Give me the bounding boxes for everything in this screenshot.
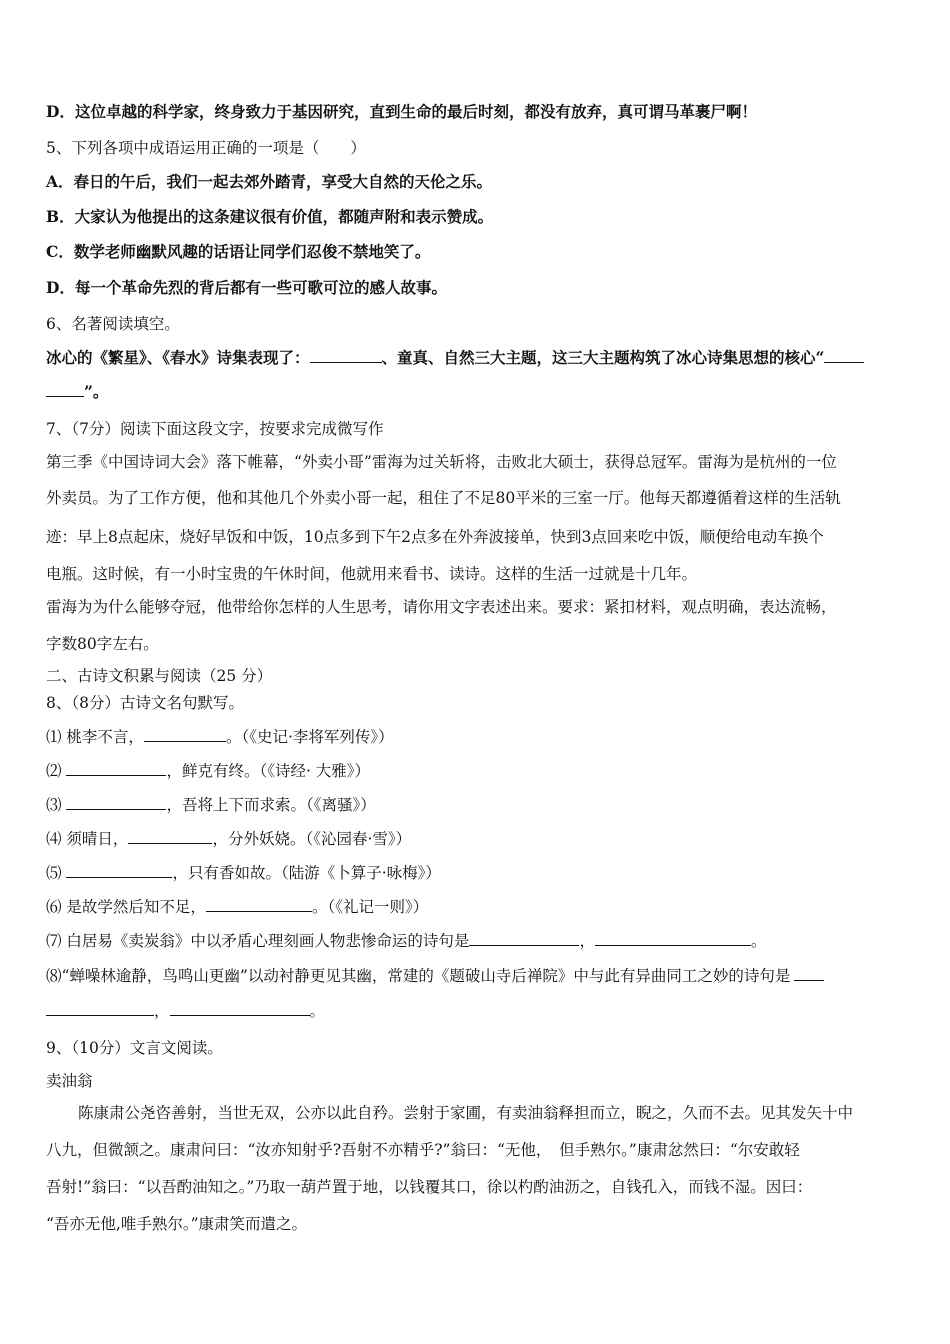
q7-para-line-4: 电瓶。这时候，有一小时宝贵的午休时间，他就用来看书、读诗。这样的生活一过就是十几年。: [46, 565, 698, 583]
item-text: ⑺ 白居易《卖炭翁》中以矛盾心理刻画人物悲惨命运的诗句是: [46, 932, 470, 950]
q4-option-d: [46, 101, 906, 123]
blank-line[interactable]: [595, 929, 751, 946]
item-text: ，分外妖娆。（《沁园春·雪》）: [212, 830, 412, 848]
q7-para-line-5: 雷海为为什么能够夺冠，他带给你怎样的人生思考，请你用文字表述出来。要求：紧扣材料，观点明确，表达流畅，: [46, 598, 837, 616]
blank-line[interactable]: [66, 759, 166, 776]
q5-stem: 5、下列各项中成语运用正确的一项是（ ）: [46, 139, 366, 157]
item-text: ⑸: [46, 864, 67, 882]
item-text: 。（《史记·李将军列传》）: [225, 728, 394, 746]
q8-item-2: [46, 759, 906, 782]
q7-para-line-1: 第三季《中国诗词大会》落下帷幕，“外卖小哥”雷海为过关斩将，击败北大硕士，获得总冠军。雷海为是杭州的一位: [46, 453, 837, 471]
q7-stem: 7、（7分）阅读下面这段文字，按要求完成微写作: [46, 420, 384, 438]
option-text: 每一个革命先烈的背后都有一些可歌可泣的感人故事。: [74, 278, 447, 297]
blank-line[interactable]: [144, 725, 226, 742]
q7-para-line-6: 字数80字左右。: [46, 635, 159, 653]
option-text: 春日的午后，我们一起去郊外踏青，享受大自然的天伦之乐。: [73, 172, 493, 191]
q5-option-c: [46, 241, 906, 263]
option-text: 数学老师幽默风趣的话语让同学们忍俊不禁地笑了。: [73, 242, 431, 261]
q6-stem: 6、名著阅读填空。: [46, 315, 180, 333]
option-label: B．: [46, 207, 75, 226]
q8-item-1: [46, 725, 906, 748]
option-label: C．: [46, 242, 74, 261]
q9-title: 卖油翁: [46, 1072, 93, 1090]
q6-text-c: ”。: [84, 382, 109, 401]
item-text: ，只有香如故。（陆游《卜算子·咏梅》）: [172, 864, 441, 882]
item-text: ，鲜克有终。（《诗经· 大雅》）: [166, 762, 371, 780]
q8-stem: 8、（8分）古诗文名句默写。: [46, 694, 244, 712]
section-2-title: 二、古诗文积累与阅读（25 分）: [46, 667, 273, 685]
blank-line[interactable]: [66, 793, 166, 810]
q5-option-a: [46, 171, 906, 193]
blank-line[interactable]: [206, 895, 312, 912]
item-text: ⑵: [46, 762, 67, 780]
q9-para-line-3: 吾射!”翁曰：“以吾酌油知之。”乃取一葫芦置于地，以钱覆其口，徐以杓酌油沥之，自钱孔入，而钱不湿。因曰：: [46, 1178, 813, 1196]
q8-item-4: [46, 827, 906, 850]
blank-line[interactable]: [66, 861, 172, 878]
q5-option-d: [46, 277, 906, 299]
item-text: ，: [154, 1002, 170, 1020]
blank-line[interactable]: [824, 346, 864, 363]
q9-para-line-1: 陈康肃公尧咨善射，当世无双，公亦以此自矜。尝射于家圃，有卖油翁释担而立，睨之，久而不去。见其发矢十中: [78, 1104, 854, 1122]
blank-line[interactable]: [310, 346, 382, 363]
q9-para-line-4: “吾亦无他,唯手熟尔。”康肃笑而遣之。: [46, 1215, 308, 1233]
q8-item-6: [46, 895, 906, 918]
q6-text-b: 、童真、自然三大主题，这三大主题构筑了冰心诗集思想的核心“: [381, 348, 825, 367]
q7-para-line-2: 外卖员。为了工作方便，他和其他几个外卖小哥一起，租住了不足80平米的三室一厅。他每天都遵循着这样的生活轨: [46, 489, 841, 507]
option-label: D．: [46, 102, 75, 121]
option-text: 大家认为他提出的这条建议很有价值，都随声附和表示赞成。: [74, 207, 494, 226]
blank-line[interactable]: [794, 964, 824, 981]
item-text: ，: [579, 932, 595, 950]
item-text: ，吾将上下而求索。（《离骚》）: [166, 796, 376, 814]
q6-text: [46, 346, 906, 369]
option-label: D．: [46, 278, 75, 297]
item-text: ⑻“蝉噪林逾静，鸟鸣山更幽”以动衬静更见其幽，常建的《题破山寺后禅院》中与此有异曲同工之妙的诗句是: [46, 967, 791, 985]
q6-text-a: 冰心的《繁星》、《春水》诗集表现了：: [46, 348, 310, 367]
q5-option-b: [46, 206, 906, 228]
item-text: ⑹ 是故学然后知不足，: [46, 898, 206, 916]
item-text: ⑷ 须晴日，: [46, 830, 129, 848]
q8-item-8-cont: [46, 999, 906, 1022]
blank-line[interactable]: [128, 827, 212, 844]
blank-line[interactable]: [469, 929, 579, 946]
q9-stem: 9、（10分）文言文阅读。: [46, 1039, 223, 1057]
blank-line[interactable]: [46, 999, 154, 1016]
q9-para-line-2: 八九，但微颔之。康肃问曰：“汝亦知射乎?吾射不亦精乎?”翁曰：“无他， 但手熟尔。”康肃忿然曰：“尔安敢轻: [46, 1141, 800, 1159]
q8-item-8: [46, 964, 906, 987]
item-text: 。: [750, 932, 767, 950]
blank-line[interactable]: [170, 999, 310, 1016]
item-text: 。: [309, 1002, 326, 1020]
q8-item-3: [46, 793, 906, 816]
q6-text-cont: [46, 380, 906, 403]
option-label: A．: [46, 172, 74, 191]
item-text: ⑶: [46, 796, 67, 814]
q7-para-line-3: 迹：早上8点起床，烧好早饭和中饭，10点多到下午2点多在外奔波接单，快到3点回来吃中饭，顺便给电动车换个: [46, 528, 824, 546]
blank-line[interactable]: [46, 380, 84, 397]
option-text: 这位卓越的科学家，终身致力于基因研究，直到生命的最后时刻，都没有放弃，真可谓马革裹尸啊！: [74, 102, 757, 121]
item-text: 。（《礼记一则》）: [311, 898, 429, 916]
item-text: ⑴ 桃李不言，: [46, 728, 144, 746]
q8-item-5: [46, 861, 906, 884]
q8-item-7: [46, 929, 906, 952]
